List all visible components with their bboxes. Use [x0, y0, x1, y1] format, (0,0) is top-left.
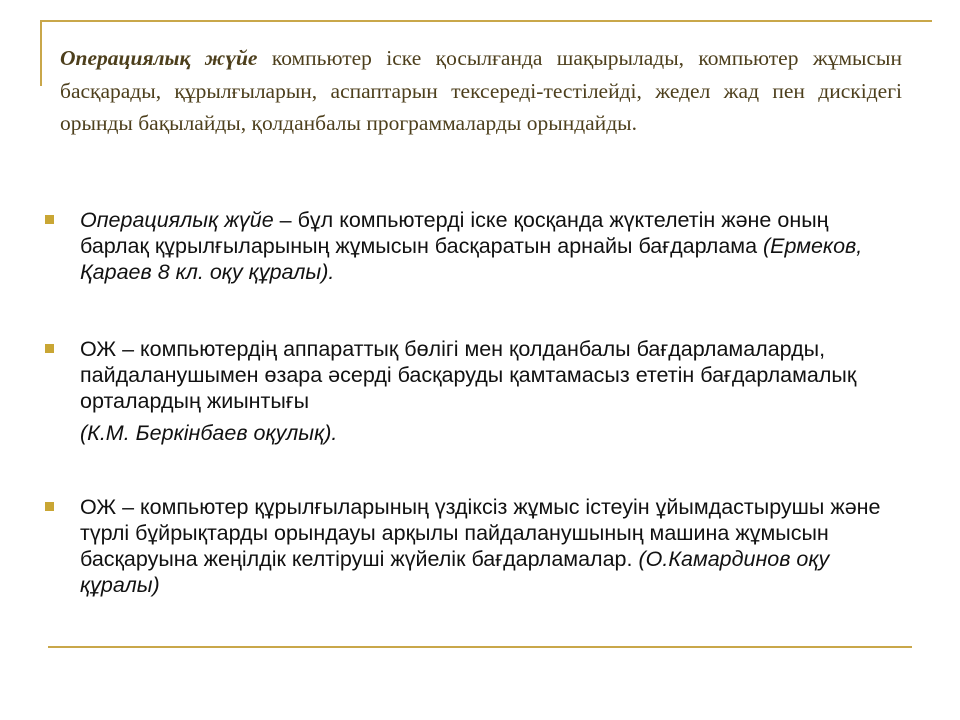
bullet-item-3	[80, 494, 900, 598]
bullet-3-text: ОЖ – компьютер құрылғыларының үздіксіз жұмыс істеуін ұйымдастырушы және түрлі бұйрықтарды орындауы арқылы пайдаланушының машина жұмысын басқаруына жеңілдік келтіруші жүйелік бағдарламалар.	[80, 495, 881, 571]
bullet-item-1	[80, 207, 900, 285]
intro-term: Операциялық жүйе	[60, 46, 258, 70]
bullet-3-source: (О.Камардинов оқу құралы)	[80, 547, 830, 597]
bullet-2-text: ОЖ – компьютердің аппараттық бөлігі мен қолданбалы бағдарламаларды, пайдаланушымен өзара әсерді басқаруды қамтамасыз ететін бағдарламалық орталардың жиынтығы	[80, 337, 857, 413]
bottom-rule	[48, 646, 912, 648]
bullet-1-term: Операциялық жүйе	[80, 208, 274, 232]
bullet-2-source: (К.М. Беркінбаев оқулық).	[80, 421, 338, 445]
square-bullet-icon	[45, 502, 54, 511]
bullet-item-2	[80, 336, 900, 446]
bullet-1-source: (Ермеков, Қараев 8 кл. оқу құралы).	[80, 234, 863, 284]
square-bullet-icon	[45, 215, 54, 224]
bullet-1-text: – бұл компьютерді іске қосқанда жүктелетін және оның барлақ құрылғыларының жұмысын басқаратын арнайы бағдарлама	[80, 208, 829, 258]
intro-text: компьютер іске қосылғанда шақырылады, компьютер жұмысын басқарады, құрылғыларын, аспаптарын тексереді-тестілейді, жедел жад пен дискідегі орынды бақылайды, қолданбалы программаларды орындайды.	[60, 46, 902, 135]
square-bullet-icon	[45, 344, 54, 353]
